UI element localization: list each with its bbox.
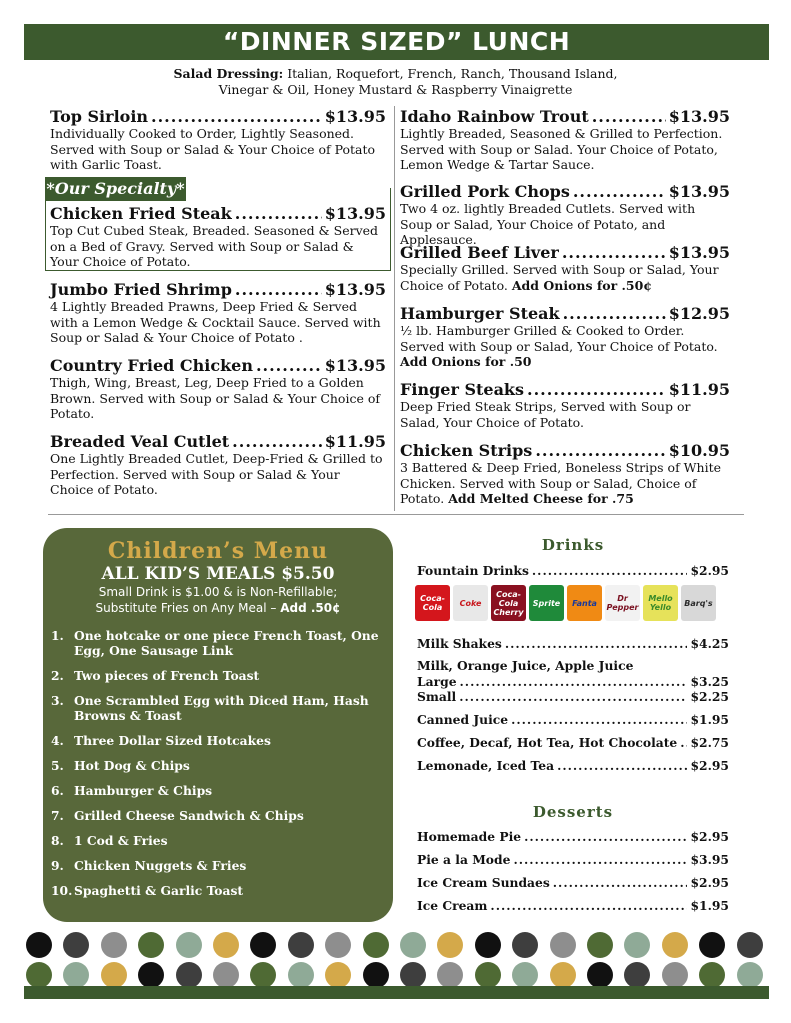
item-text: One hotcake or one piece French Toast, One Egg, One Sausage Link [74, 628, 379, 658]
drink-small [417, 689, 729, 704]
specialty-label: *Our Specialty* [45, 177, 186, 201]
desserts-heading: Desserts [532, 803, 614, 821]
item-name: Homemade Pie [417, 829, 522, 844]
item-addon: Add Melted Cheese for .75 [448, 491, 634, 506]
item-price: $1.95 [690, 898, 729, 913]
item-name: Jumbo Fried Shrimp [50, 280, 232, 299]
item-name: Lemonade, Iced Tea [417, 758, 555, 773]
item-name: Grilled Beef Liver [400, 243, 559, 262]
item-description: Top Cut Cubed Steak, Breaded. Seasoned & Served on a Bed of Gravy. Served with Soup or Salad & Your Choice of Potato. [50, 223, 379, 269]
menu-item-top-sirloin [50, 107, 386, 173]
item-name: Ice Cream [417, 898, 488, 913]
decorative-dot [325, 932, 351, 958]
item-price: $13.95 [324, 280, 386, 299]
item-text: Hot Dog & Chips [74, 758, 190, 773]
item-price: $13.95 [324, 107, 386, 126]
decorative-dot [662, 962, 688, 988]
item-name: Breaded Veal Cutlet [50, 432, 230, 451]
item-number: 9. [51, 858, 64, 873]
decorative-dot [138, 932, 164, 958]
item-price: $13.95 [668, 243, 730, 262]
decorative-dot [624, 932, 650, 958]
decorative-dot [101, 962, 127, 988]
item-name: Top Sirloin [50, 107, 149, 126]
decorative-dot [325, 962, 351, 988]
item-name: Small [417, 689, 457, 704]
item-number: 6. [51, 783, 64, 798]
list-item [51, 858, 386, 873]
decorative-dot [475, 932, 501, 958]
decorative-dot [587, 932, 613, 958]
item-price: $2.25 [690, 689, 729, 704]
list-item [51, 758, 386, 773]
item-description: 3 Battered & Deep Fried, Boneless Strips of White Chicken. Served with Soup or Salad, Choice of Potato. [400, 460, 721, 506]
item-name: Coffee, Decaf, Hot Tea, Hot Chocolate [417, 735, 678, 750]
menu-item-chicken-fried-steak [50, 204, 386, 270]
item-name: Country Fried Chicken [50, 356, 253, 375]
item-number: 10. [51, 883, 73, 898]
item-number: 4. [51, 733, 64, 748]
item-price: $2.95 [690, 875, 729, 890]
item-price: $3.25 [690, 674, 729, 689]
decorative-dot [363, 932, 389, 958]
soda-brands [415, 585, 716, 621]
decorative-dot [587, 962, 613, 988]
item-name: Milk Shakes [417, 636, 502, 651]
decorative-dot [213, 932, 239, 958]
sprite-can-icon: Sprite [529, 585, 564, 621]
kids-note-line2: Substitute Fries on Any Meal – [95, 601, 277, 615]
salad-dressing-label: Salad Dressing: [173, 66, 284, 81]
decorative-dot [101, 932, 127, 958]
decorative-dot [550, 932, 576, 958]
menu-item-chicken-strips [400, 441, 730, 507]
item-name: Large [417, 674, 457, 689]
dessert-ice-cream [417, 898, 729, 913]
salad-dressing-line2: Vinegar & Oil, Honey Mustard & Raspberry Vinaigrette [218, 82, 573, 97]
item-price: $13.95 [668, 182, 730, 201]
dr-pepper-can-icon: Dr Pepper [605, 585, 640, 621]
decorative-dot [400, 932, 426, 958]
item-description: Lightly Breaded, Seasoned & Grilled to Perfection. Served with Soup or Salad. Your Choice of Potato, Lemon Wedge & Tartar Sauce. [400, 126, 723, 172]
drink-milkshakes [417, 636, 729, 651]
drink-canned-juice [417, 712, 729, 727]
drink-large [417, 674, 729, 689]
kids-note-addon: Add .50¢ [280, 601, 341, 615]
item-price: $2.95 [690, 829, 729, 844]
list-item [51, 668, 386, 683]
item-price: $2.75 [690, 735, 729, 750]
kids-items-list [51, 628, 386, 908]
fanta-can-icon: Fanta [567, 585, 602, 621]
decorative-dot [699, 962, 725, 988]
decorative-dot [63, 962, 89, 988]
decorative-dot [624, 962, 650, 988]
item-description: One Lightly Breaded Cutlet, Deep-Fried & Grilled to Perfection. Served with Soup or Salad & Your Choice of Potato. [50, 451, 383, 497]
list-item [51, 733, 386, 748]
item-name: Finger Steaks [400, 380, 525, 399]
dessert-pie-a-la-mode [417, 852, 729, 867]
menu-item-hamburger-steak [400, 304, 730, 370]
menu-item-grilled-beef-liver [400, 243, 730, 293]
salad-dressing-info [0, 66, 791, 98]
kids-note [43, 584, 393, 616]
section-divider [48, 514, 744, 515]
menu-item-grilled-pork-chops [400, 182, 730, 248]
item-price: $13.95 [324, 204, 386, 223]
item-text: Spaghetti & Garlic Toast [74, 883, 244, 898]
item-text: Three Dollar Sized Hotcakes [74, 733, 271, 748]
drink-lemonade [417, 758, 729, 773]
item-name: Fountain Drinks [417, 563, 529, 578]
item-price: $13.95 [324, 356, 386, 375]
item-name: Idaho Rainbow Trout [400, 107, 589, 126]
item-price: $11.95 [668, 380, 730, 399]
list-item [51, 883, 386, 898]
item-name: Chicken Strips [400, 441, 533, 460]
item-text: Two pieces of French Toast [74, 668, 260, 683]
item-number: 3. [51, 693, 64, 708]
decorative-dot [363, 962, 389, 988]
item-name: Grilled Pork Chops [400, 182, 570, 201]
decorative-dot [288, 932, 314, 958]
decorative-dot [737, 932, 763, 958]
item-text: One Scrambled Egg with Diced Ham, Hash Browns & Toast [74, 693, 369, 723]
item-text: Hamburger & Chips [74, 783, 213, 798]
salad-dressing-line1: Italian, Roquefort, French, Ranch, Thousand Island, [287, 66, 618, 81]
decorative-dot [475, 962, 501, 988]
item-price: $10.95 [668, 441, 730, 460]
item-number: 2. [51, 668, 64, 683]
item-price: $1.95 [690, 712, 729, 727]
coca-cola-can-icon: Coca-Cola [415, 585, 450, 621]
item-text: Grilled Cheese Sandwich & Chips [74, 808, 304, 823]
item-price: $4.25 [690, 636, 729, 651]
menu-item-jumbo-fried-shrimp [50, 280, 386, 346]
list-item [51, 783, 386, 798]
coke-can-icon: Coke [453, 585, 488, 621]
item-price: $3.95 [690, 852, 729, 867]
menu-item-finger-steaks [400, 380, 730, 430]
list-item [51, 833, 386, 848]
decorative-dot [250, 932, 276, 958]
childrens-menu-title: Children’s Menu [107, 538, 329, 564]
footer-bar [24, 986, 769, 999]
drink-fountain [417, 563, 729, 578]
item-price: $2.95 [690, 563, 729, 578]
mello-yello-can-icon: Mello Yello [643, 585, 678, 621]
item-addon: Add Onions for .50 [400, 354, 532, 369]
item-price: $11.95 [324, 432, 386, 451]
decorative-dot [550, 962, 576, 988]
item-description: 4 Lightly Breaded Prawns, Deep Fried & Served with a Lemon Wedge & Cocktail Sauce. Served with Soup or Salad & Your Choice of Potato . [50, 299, 381, 345]
item-description: Specially Grilled. Served with Soup or Salad, Your Choice of Potato. [400, 262, 719, 293]
item-text: Chicken Nuggets & Fries [74, 858, 247, 873]
cherry-coke-can-icon: Coca-Cola Cherry [491, 585, 526, 621]
item-number: 5. [51, 758, 64, 773]
decorative-dot [662, 932, 688, 958]
item-name: Pie a la Mode [417, 852, 511, 867]
decorative-dot [138, 962, 164, 988]
list-item [51, 693, 386, 723]
column-divider [394, 106, 395, 511]
decorative-dot [63, 932, 89, 958]
item-description: Deep Fried Steak Strips, Served with Soup or Salad, Your Choice of Potato. [400, 399, 691, 430]
decorative-dot [26, 932, 52, 958]
item-price: $2.95 [690, 758, 729, 773]
decorative-dot [26, 962, 52, 988]
decorative-dot [437, 962, 463, 988]
drinks-heading: Drinks [541, 536, 605, 554]
decorative-dot [213, 962, 239, 988]
item-name: Canned Juice [417, 712, 509, 727]
item-text: 1 Cod & Fries [74, 833, 168, 848]
item-price: $13.95 [668, 107, 730, 126]
item-price: $12.95 [668, 304, 730, 323]
decorative-dot [250, 962, 276, 988]
decorative-dot [512, 962, 538, 988]
menu-item-idaho-rainbow-trout [400, 107, 730, 173]
item-description: Thigh, Wing, Breast, Leg, Deep Fried to a Golden Brown. Served with Soup or Salad & Your Choice of Potato. [50, 375, 380, 421]
item-number: 1. [51, 628, 64, 643]
dessert-homemade-pie [417, 829, 729, 844]
decorative-dot [699, 932, 725, 958]
decorative-dot [400, 962, 426, 988]
item-name: Chicken Fried Steak [50, 204, 232, 223]
decorative-dot [176, 962, 202, 988]
list-item [51, 808, 386, 823]
item-description: Individually Cooked to Order, Lightly Seasoned. Served with Soup or Salad & Your Choice of Potato with Garlic Toast. [50, 126, 376, 172]
item-description: Two 4 oz. lightly Breaded Cutlets. Served with Soup or Salad, Your Choice of Potato, and Applesauce. [400, 201, 696, 247]
page-title: “DINNER SIZED” LUNCH [24, 24, 769, 60]
item-name: Ice Cream Sundaes [417, 875, 550, 890]
drink-coffee [417, 735, 729, 750]
item-number: 7. [51, 808, 64, 823]
kids-meal-price: ALL KID’S MEALS $5.50 [101, 564, 335, 584]
menu-item-country-fried-chicken [50, 356, 386, 422]
list-item [51, 628, 386, 658]
childrens-menu-panel [43, 528, 393, 922]
kids-note-line1: Small Drink is $1.00 & is Non-Refillable; [98, 585, 338, 599]
decorative-dot [512, 932, 538, 958]
decorative-dot [288, 962, 314, 988]
item-addon: Add Onions for .50¢ [511, 277, 652, 293]
item-name: Hamburger Steak [400, 304, 560, 323]
dessert-ice-cream-sundaes [417, 875, 729, 890]
item-description: ½ lb. Hamburger Grilled & Cooked to Order. Served with Soup or Salad, Your Choice of Potato. [400, 323, 718, 354]
decorative-dot [737, 962, 763, 988]
decorative-dot [176, 932, 202, 958]
barqs-can-icon: Barq's [681, 585, 716, 621]
juice-heading: Milk, Orange Juice, Apple Juice [417, 658, 634, 673]
menu-item-breaded-veal-cutlet [50, 432, 386, 498]
item-number: 8. [51, 833, 64, 848]
decorative-dot [437, 932, 463, 958]
